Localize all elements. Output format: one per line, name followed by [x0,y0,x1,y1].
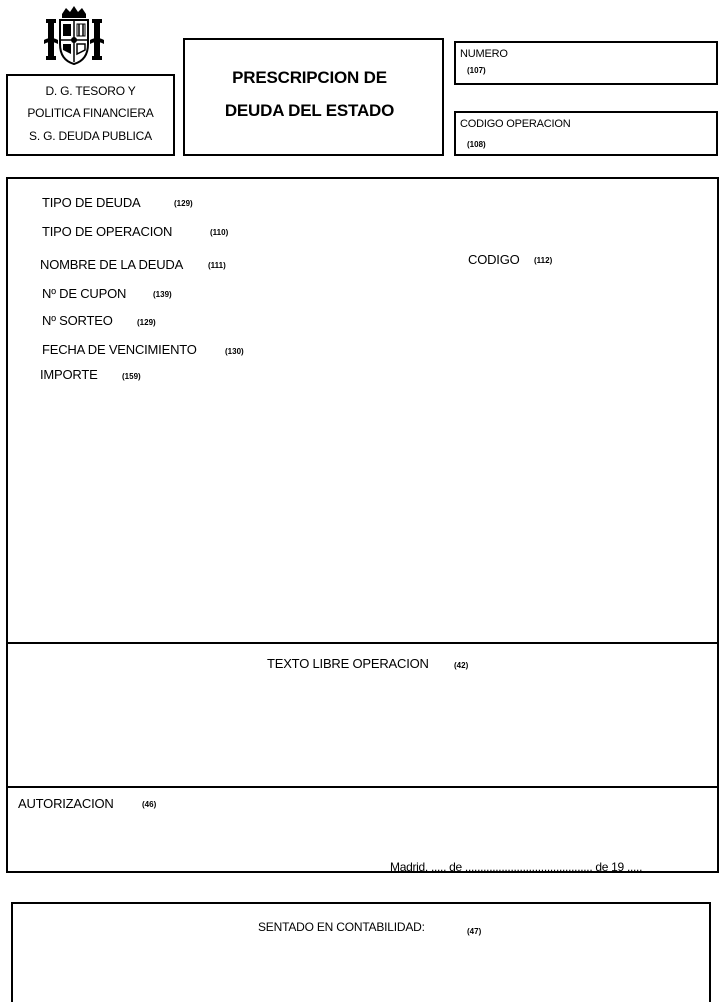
codigo-label: CODIGO [468,252,520,267]
divider-autorizacion [6,786,719,788]
field-tipo-operacion-code: (110) [210,228,229,237]
field-sorteo-code: (129) [137,318,156,327]
coat-of-arms-icon [42,4,106,68]
field-cupon-code: (139) [153,290,172,299]
texto-libre-label: TEXTO LIBRE OPERACION [267,656,429,671]
title-box [183,38,444,156]
divider-texto-libre [6,642,719,644]
numero-label: NUMERO [460,48,508,60]
field-fecha-vencimiento-label: FECHA DE VENCIMIENTO [42,342,197,357]
codigo-operacion-label: CODIGO OPERACION [460,118,571,130]
autorizacion-code: (46) [142,800,157,809]
page-title-line-2: DEUDA DEL ESTADO [224,101,395,120]
contabilidad-box [11,902,711,1002]
contabilidad-label: SENTADO EN CONTABILIDAD: [258,920,425,934]
department-line-1: D. G. TESORO Y [45,84,136,98]
department-line-3: S. G. DEUDA PUBLICA [29,129,152,143]
field-sorteo-label: Nº SORTEO [42,313,113,328]
fecha-madrid-line: Madrid, ..... de .......................................... de 19 ..... [390,860,643,874]
numero-code: (107) [467,66,486,75]
contabilidad-code: (47) [467,927,482,936]
field-importe-label: IMPORTE [40,367,98,382]
codigo-code: (112) [534,256,553,265]
page-title-line-1: PRESCRIPCION DE [232,68,387,87]
field-importe-code: (159) [122,372,141,381]
department-line-2: POLITICA FINANCIERA [27,106,154,120]
field-tipo-deuda-code: (129) [174,199,193,208]
field-nombre-deuda-code: (111) [208,261,226,270]
codigo-operacion-code: (108) [467,140,486,149]
texto-libre-code: (42) [454,661,469,670]
main-form-box [6,177,719,873]
field-tipo-deuda-label: TIPO DE DEUDA [42,195,141,210]
field-tipo-operacion-label: TIPO DE OPERACION [42,224,173,239]
field-cupon-label: Nº DE CUPON [42,286,127,301]
field-fecha-vencimiento-code: (130) [225,347,244,356]
field-nombre-deuda-label: NOMBRE DE LA DEUDA [40,257,184,272]
autorizacion-label: AUTORIZACION [18,796,114,811]
